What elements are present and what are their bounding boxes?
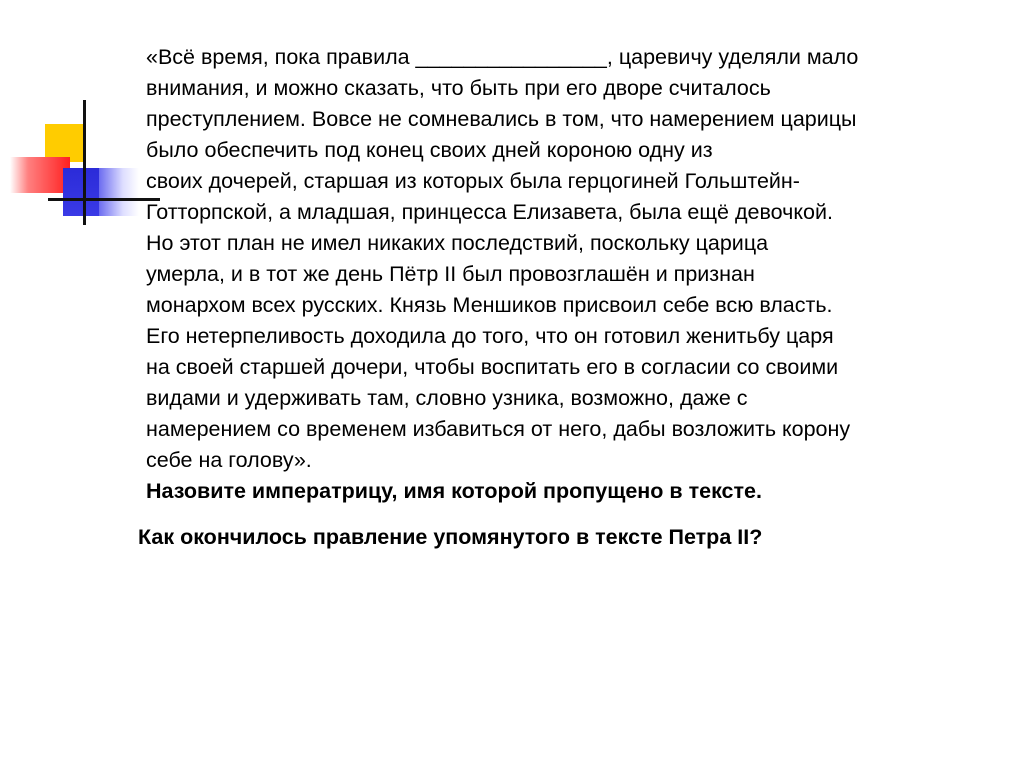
vertical-line bbox=[83, 100, 86, 225]
red-square bbox=[10, 157, 70, 193]
question-empress: Назовите императрицу, имя которой пропущено в тексте. bbox=[146, 479, 762, 503]
horizontal-line bbox=[48, 198, 160, 201]
blue-square bbox=[63, 168, 99, 216]
quote-paragraph: «Всё время, пока правила ________________, царевичу уделяли мало внимания, и можно сказать, что быть при его дворе считалось преступлением. Вовсе не сомневались в том, что намерением царицы было обеспечить под конец своих дней короною одну из своих дочерей, старшая из которых была герцогиней Гольштейн- Готторпской, а младшая, принцесса Елизавета, была ещё девочкой. Но этот план не имел никаких последствий, поскольку царица умерла, и в тот же день Пётр II был провозглашён и признан монархом всех русских. Князь Меншиков присвоил себе всю власть. Его нетерпеливость доходила до того, что он готовил женитьбу царя на своей старшей дочери, чтобы воспитать его в согласии со своими видами и удерживать там, словно узника, возможно, даже с намерением со временем избавиться от него, дабы возложить корону себе на голову». bbox=[146, 45, 859, 472]
question-peter-reign: Как окончилось правление упомянутого в тексте Петра II? bbox=[138, 525, 763, 549]
blue-fade-square bbox=[99, 168, 139, 216]
decorative-squares bbox=[0, 100, 160, 240]
slide-content bbox=[146, 42, 986, 507]
